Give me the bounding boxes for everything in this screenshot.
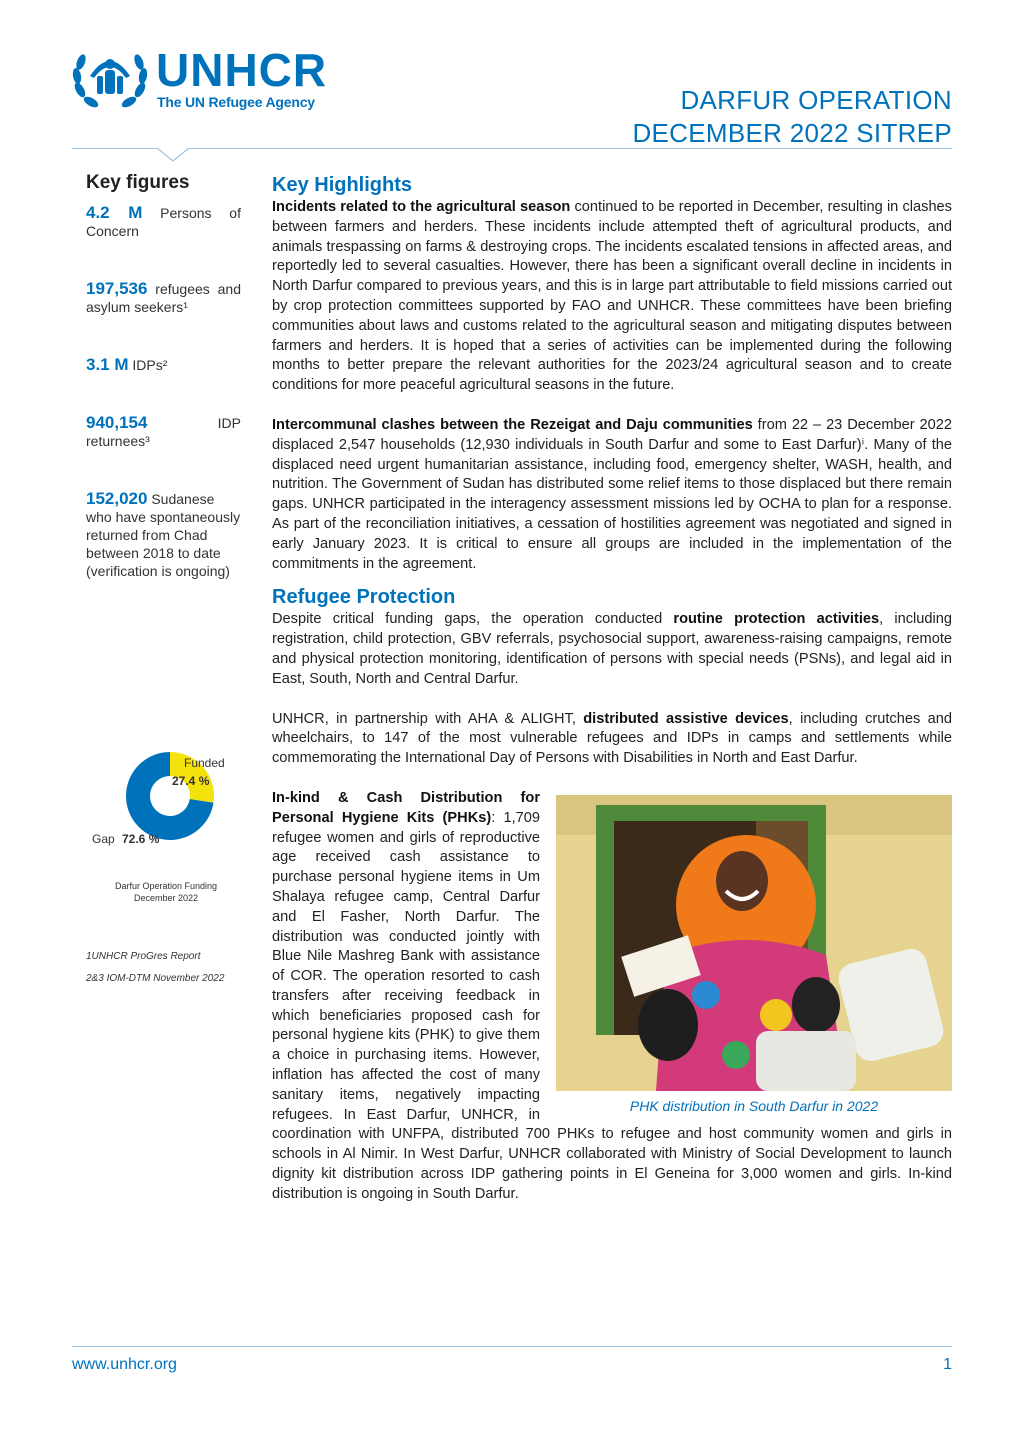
- key-figure-text: refugees and asylum seekers¹: [86, 281, 241, 315]
- photo-figure: [556, 795, 952, 1117]
- key-figure-text: IDPs²: [128, 357, 168, 373]
- funded-label: Funded: [184, 756, 225, 770]
- footer-website-link[interactable]: www.unhcr.org: [72, 1356, 177, 1373]
- key-figure-persons-of-concern: [86, 204, 241, 240]
- heading-key-highlights: Key Highlights: [272, 174, 413, 196]
- logo-wordmark: UNHCR: [156, 44, 328, 96]
- key-figure-value: 940,154: [86, 413, 148, 432]
- laurel-family-icon: [70, 46, 150, 112]
- paragraph-text: : 1,709 refugee women and girls of reproductive age received cash assistance to purchase personal hygiene items in Um Shalaya refugee camp, Central Darfur and El Fasher, North Darfur. The distribution was conducted jointly with Blue Nile Mashreg Bank with assistance of COR. The operation resorted to cash transfers after receiving feedback in which beneficiaries proposed cash for personal hygiene kits (PHK) to give them a choice in purchasing items. However, inflation has affected the cost of many sanitary items, negatively impacting refugees. In East Darfur, UNHCR, in coordination with UNFPA, distributed 700 PHKs to refugee and host community women and girls in schools in Al Nimir. In West Darfur, UNHCR collaborated with Ministry of Social Development to launch dignity kit distribution across IDP gathering points in El Geneina for 3,000 women and girls. In-kind distribution is ongoing in South Darfur.: [272, 809, 952, 1202]
- paragraph-text: UNHCR, in partnership with AHA & ALIGHT,: [272, 710, 584, 727]
- footnote: 2&3 IOM-DTM November 2022: [86, 973, 225, 984]
- key-figure-value: 3.1 M: [86, 355, 129, 374]
- footer-divider: [72, 1346, 952, 1347]
- page-number: 1: [943, 1356, 952, 1373]
- logo-tagline: The UN Refugee Agency: [157, 94, 315, 110]
- gap-value: 72.6 %: [122, 832, 160, 846]
- paragraph-hygiene-kits: [272, 789, 952, 1205]
- report-title-line2: DECEMBER 2022 SITREP: [632, 118, 952, 148]
- paragraph-assistive-devices: [272, 710, 952, 769]
- main-content: [272, 172, 952, 1205]
- key-figure-text: IDP returnees³: [86, 415, 241, 449]
- funding-caption-line1: Darfur Operation Funding: [114, 881, 218, 891]
- paragraph-agricultural-incidents: [272, 198, 952, 396]
- gap-label: Gap: [92, 832, 115, 846]
- key-figure-idp-returnees: [86, 414, 241, 450]
- paragraph-intercommunal-clashes: [272, 416, 952, 574]
- heading-refugee-protection: Refugee Protection: [272, 586, 456, 609]
- key-figure-text: Persons of Concern: [86, 205, 241, 239]
- key-figure-value: 197,536: [86, 279, 148, 298]
- sidebar-footnotes: [86, 950, 246, 994]
- bold-phrase: distributed assistive devices: [583, 710, 789, 727]
- paragraph-text: Despite critical funding gaps, the operation conducted: [272, 611, 674, 628]
- key-figure-text: Sudanese who have spontaneously returned from Chad between 2018 to date (verification is ongoing): [86, 491, 241, 579]
- report-title-line1: DARFUR OPERATION: [680, 85, 952, 115]
- paragraph-text: , including registration, child protection, GBV referrals, psychosocial support, awareness-raising campaigns, remote and physical protection monitoring, identification of persons with special needs (PSNs), and legal aid in East, South, North and Central Darfur.: [272, 611, 953, 687]
- bold-lead: Incidents related to the agricultural season: [272, 199, 571, 215]
- unhcr-logo: [70, 46, 360, 112]
- paragraph-routine-protection: [272, 610, 952, 689]
- funded-value: 27.4 %: [172, 774, 210, 788]
- bold-lead: Intercommunal clashes between the Rezeigat and Daju communities: [272, 416, 753, 433]
- funding-donut-chart: [86, 748, 246, 858]
- photo-caption: PHK distribution in South Darfur in 2022: [629, 1097, 879, 1114]
- funding-caption-line2: December 2022: [133, 893, 199, 903]
- key-figure-value: 152,020: [86, 489, 148, 508]
- paragraph-text: from 22 – 23 December 2022 displaced 2,547 households (12,930 individuals in South Darfur and some to East Darfur)ⁱ. Many of the displaced need urgent humanitarian assistance, including food, emergency shelter, WASH, health, and nutrition. The Government of Sudan has distributed some relief items to those displaced but there remain gaps. UNHCR participated in the interagency assessment missions led by OCHA to plan for a response. As part of the reconciliation initiatives, a cessation of hostilities agreement was negotiated and signed in early January 2023. It is critical to ensure all groups are included in the implementation of the commitments in the agreement.: [272, 416, 952, 572]
- header-divider: [72, 148, 952, 149]
- funding-caption: [86, 880, 246, 904]
- paragraph-text: , including crutches and wheelchairs, to 147 of the most vulnerable refugees and IDPs in camps and settlements while commemorating the International Day of Persons with Disabilities in North and East Darfur.: [272, 710, 952, 767]
- key-figure-returnees-from-chad: [86, 490, 241, 580]
- key-figures-sidebar: [86, 172, 241, 620]
- key-figure-idps: [86, 356, 241, 374]
- key-figure-value: 4.2 M: [86, 203, 143, 222]
- chevron-down-icon: [157, 148, 189, 162]
- key-figures-title: Key figures: [86, 172, 190, 193]
- paragraph-text: continued to be reported in December, resulting in clashes between farmers and herders. These incidents include attempted theft of agricultural products, and animals trespassing on farms & destroying crops. The incidents escalated tensions in affected areas, and reportedly led to several casualties. However, there has been a significant overall decline in incidents in North Darfur compared to previous years, and this is in large part attributable to field missions carried out by crop protection committees supported by FAO and UNHCR. These committees have been briefing communities about laws and customs related to the agricultural season and mitigating disputes between farmers and herders. It is hoped that a series of activities can be implemented during the following months to better prepare the relevant authorities for the 2023/24 agricultural season and to create conditions for more peaceful agricultural seasons in the future.: [272, 199, 952, 394]
- bold-lead: In-kind & Cash Distribution for Personal Hygiene Kits (PHKs): [272, 789, 540, 826]
- report-title: [632, 84, 952, 150]
- bold-phrase: routine protection activities: [673, 611, 880, 628]
- key-figure-refugees: [86, 280, 241, 316]
- footnote: 1UNHCR ProGres Report: [86, 951, 201, 962]
- phk-distribution-photo: [556, 795, 952, 1091]
